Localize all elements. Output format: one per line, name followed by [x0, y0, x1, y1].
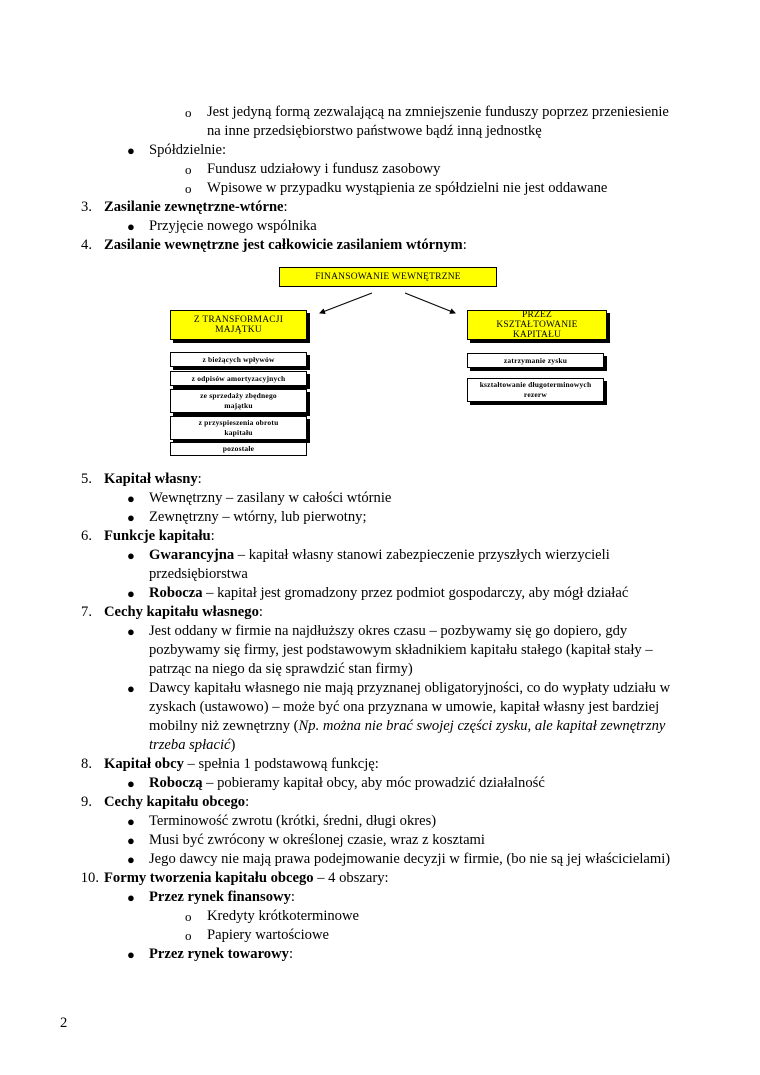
- list-item-heading: [104, 236, 467, 255]
- text-line: [149, 736, 235, 755]
- bullet: ●: [127, 833, 135, 848]
- diagram-left-item: pozostałe: [170, 442, 307, 456]
- list-item-heading: [104, 198, 288, 217]
- text-line: patrząc na niego da się sprawdzić stan firmy): [149, 661, 413, 677]
- text-line: Jego dawcy nie mają prawa podejmowanie decyzji w firmie, (bo nie są jej właścicielami): [149, 851, 671, 867]
- list-item-heading: [104, 755, 379, 774]
- text-line: Zewnętrzny – wtórny, lub pierwotny;: [149, 509, 367, 525]
- bold-text: Zasilanie zewnętrzne-wtórne: [104, 199, 284, 215]
- list-item-heading: [104, 470, 202, 489]
- text: – kapitał własny stanowi zabezpieczenie przyszłych wierzycieli: [234, 547, 610, 563]
- bold-text: Funkcje kapitału: [104, 528, 211, 544]
- text: :: [462, 237, 467, 253]
- list-number: 4.: [81, 237, 92, 253]
- list-item-heading: [104, 869, 389, 888]
- text-line: Kredyty krótkoterminowe: [207, 908, 359, 924]
- bold-text: Przez rynek finansowy: [149, 889, 291, 905]
- text: :: [197, 471, 202, 487]
- text-line: Jest jedyną formą zezwalającą na zmniejszenie funduszy poprzez przeniesienie: [207, 104, 669, 120]
- diagram-left-head: Z TRANSFORMACJI MAJĄTKU: [170, 310, 307, 340]
- bold-text: Roboczą: [149, 775, 203, 791]
- arrow-right: [405, 293, 455, 313]
- text-line: Wewnętrzny – zasilany w całości wtórnie: [149, 490, 392, 506]
- text: :: [245, 794, 250, 810]
- diagram-arrows: [0, 285, 760, 345]
- italic-text: Np. można nie brać swojej części zysku, ale kapitał zewnętrzny: [298, 718, 666, 734]
- text: :: [283, 199, 288, 215]
- list-number: 7.: [81, 604, 92, 620]
- bullet: ●: [127, 681, 135, 696]
- bold-text: Formy tworzenia kapitału obcego: [104, 870, 314, 886]
- bullet: ●: [127, 947, 135, 962]
- text: :: [290, 889, 295, 905]
- text-line: Przyjęcie nowego wspólnika: [149, 218, 317, 234]
- list-number: 9.: [81, 794, 92, 810]
- sub-bullet: o: [185, 181, 192, 196]
- bullet: ●: [127, 586, 135, 601]
- diagram-left-item: z bieżących wpływów: [170, 352, 307, 367]
- text-line: [149, 774, 545, 793]
- text: – pobieramy kapitał obcy, aby móc prowadzić działalność: [202, 775, 545, 791]
- bold-text: Gwarancyjna: [149, 547, 235, 563]
- text: :: [258, 604, 263, 620]
- bold-text: Zasilanie wewnętrzne jest całkowicie zasilaniem wtórnym: [104, 237, 463, 253]
- text-line: [149, 546, 610, 565]
- bullet: ●: [127, 890, 135, 905]
- text-line: pozbywamy się firmy, jest podstawowym składnikiem kapitału stałego (kapitał stały –: [149, 642, 653, 658]
- sub-bullet: o: [185, 162, 192, 177]
- text-line: Dawcy kapitału własnego nie mają przyznanej obligatoryjności, co do wypłaty udziału w: [149, 680, 671, 696]
- diagram-left-item: ze sprzedaży zbędnego majątku: [170, 389, 307, 413]
- diagram-right-item: kształtowanie długoterminowych rezerw: [467, 378, 604, 402]
- bullet: ●: [127, 491, 135, 506]
- text-line: Terminowość zwrotu (krótki, średni, długi okres): [149, 813, 437, 829]
- text-line: Papiery wartościowe: [207, 927, 329, 943]
- text-line: Musi być zwrócony w określonej czasie, wraz z kosztami: [149, 832, 485, 848]
- bold-text: Cechy kapitału obcego: [104, 794, 246, 810]
- page-number: 2: [60, 1015, 68, 1031]
- text: ): [230, 737, 236, 753]
- bold-text: Kapitał własny: [104, 471, 198, 487]
- text-line: Wpisowe w przypadku wystąpienia ze spółdzielni nie jest oddawane: [207, 180, 608, 196]
- bold-text: Przez rynek towarowy: [149, 946, 289, 962]
- bullet: ●: [127, 510, 135, 525]
- text-line: przedsiębiorstwa: [149, 566, 248, 582]
- diagram-right-item: zatrzymanie zysku: [467, 353, 604, 368]
- bold-text: Robocza: [149, 585, 203, 601]
- diagram-left-item: z przyspieszenia obrotu kapitału: [170, 416, 307, 440]
- bullet: ●: [127, 814, 135, 829]
- text: :: [210, 528, 215, 544]
- sub-bullet: o: [185, 928, 192, 943]
- italic-text: trzeba spłacić: [149, 737, 231, 753]
- bold-text: Kapitał obcy: [104, 756, 184, 772]
- text: – spełnia 1 podstawową funkcję:: [183, 756, 379, 772]
- list-item-heading: [104, 527, 215, 546]
- sub-bullet: o: [185, 909, 192, 924]
- bullet: ●: [127, 624, 135, 639]
- list-number: 3.: [81, 199, 92, 215]
- text: :: [288, 946, 294, 962]
- text-line: na inne przedsiębiorstwo państwowe bądź inną jednostkę: [207, 123, 542, 139]
- list-number: 8.: [81, 756, 92, 772]
- bullet: ●: [127, 548, 135, 563]
- bullet: ●: [127, 776, 135, 791]
- text-line: Jest oddany w firmie na najdłuższy okres czasu – pozbywamy się go dopiero, gdy: [149, 623, 628, 639]
- list-number: 6.: [81, 528, 92, 544]
- bullet: ●: [127, 852, 135, 867]
- text-line: [149, 945, 293, 964]
- sub-bullet: o: [185, 105, 192, 120]
- text: mobilny niż zewnętrzny (: [149, 718, 299, 734]
- text-line: Spółdzielnie:: [149, 142, 227, 158]
- list-number: 5.: [81, 471, 92, 487]
- bold-text: Cechy kapitału własnego: [104, 604, 259, 620]
- text-line: Fundusz udziałowy i fundusz zasobowy: [207, 161, 441, 177]
- list-item-heading: [104, 603, 263, 622]
- text-line: [149, 888, 295, 907]
- text-line: [149, 584, 628, 603]
- list-item-heading: [104, 793, 249, 812]
- bullet: ●: [127, 143, 135, 158]
- diagram-right-head: PRZEZ KSZTAŁTOWANIE KAPITAŁU: [467, 310, 607, 340]
- arrow-left: [320, 293, 372, 313]
- text: – kapitał jest gromadzony przez podmiot gospodarczy, aby mógł działać: [202, 585, 629, 601]
- diagram-left-item: z odpisów amortyzacyjnych: [170, 371, 307, 386]
- text-line: [149, 717, 665, 736]
- text: – 4 obszary:: [313, 870, 389, 886]
- text-line: zyskach (ustawowo) – może być ona przyznana w umowie, kapitał własny jest bardziej: [149, 699, 660, 715]
- diagram-top-box: FINANSOWANIE WEWNĘTRZNE: [279, 267, 497, 287]
- bullet: ●: [127, 219, 135, 234]
- list-number: 10.: [80, 870, 99, 886]
